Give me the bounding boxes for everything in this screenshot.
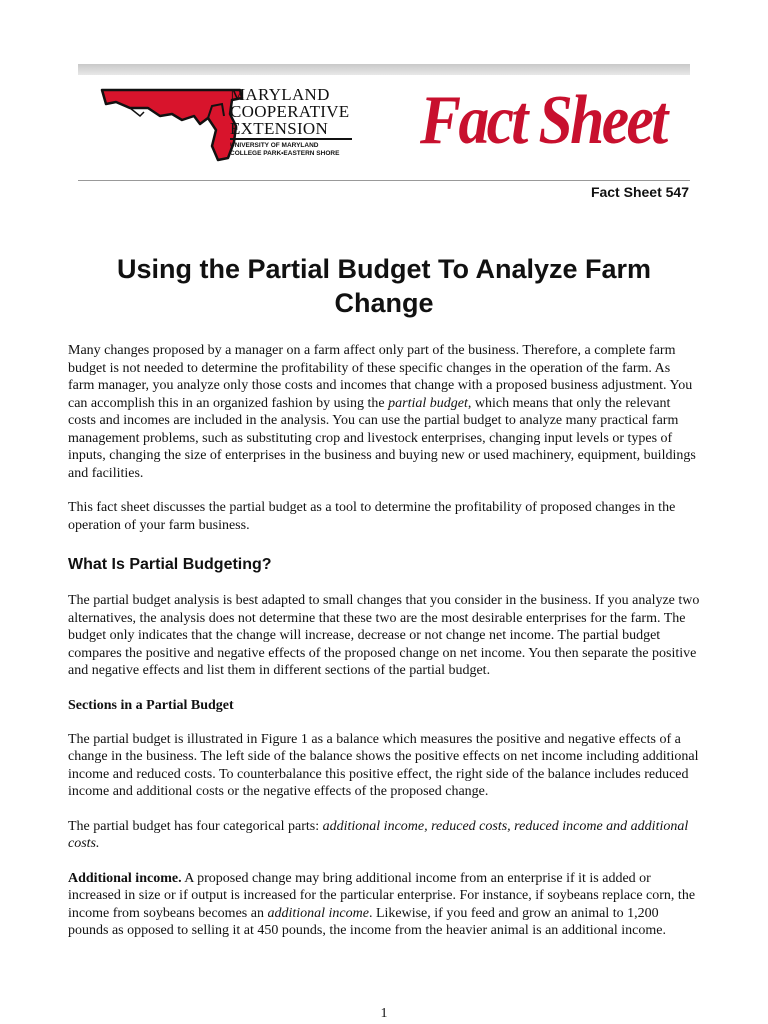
section2-paragraph-1: The partial budget is illustrated in Figure 1 as a balance which measures the positive and negative effects of a change in the business. The left side of the balance shows the positive effects on net income including additional income and reduced costs. To counterbalance this positive effect, the right side of the balance includes reduced income and additional costs or the negative effects of the proposed change. <box>68 731 699 799</box>
intro-p1-text-b: , which means that only the relevant costs and incomes are included in the analysis. You can use the partial budget to analyze many practical farm management problems, such as substituting crop and livestock enterprises, changing input levels or types of inputs, changing the size of enterprises in the business and buying new or used machinery, equipment, buildings and facilities. <box>68 395 696 481</box>
intro-p1-emphasis: partial budget <box>388 395 468 411</box>
logo-divider <box>230 138 352 140</box>
logo-subline-1: UNIVERSITY OF MARYLAND <box>230 142 319 149</box>
logo-line-3: EXTENSION <box>230 119 329 138</box>
section-heading-sections-in-partial-budget: Sections in a Partial Budget <box>68 697 234 713</box>
intro-paragraph-2: This fact sheet discusses the partial budget as a tool to determine the profitability of proposed changes in the operation of your farm business. <box>68 500 676 533</box>
logo-wordmark <box>230 86 352 158</box>
intro-paragraph-1 <box>68 342 700 482</box>
maryland-map-icon <box>100 86 250 164</box>
logo-subline-2: COLLEGE PARK•EASTERN SHORE <box>230 150 340 157</box>
section2-p3-text-a: A proposed change may bring additional income from an enterprise if it is added or increased in size or if output is increased for the particular enterprise. For instance, if soybeans replace corn, the income from soybeans becomes an <box>68 870 696 921</box>
header-top-bar <box>78 64 690 75</box>
page-number: 1 <box>380 1006 388 1021</box>
additional-income-lead: Additional income. <box>68 870 182 886</box>
document-body <box>68 342 700 940</box>
logo-line-2: COOPERATIVE <box>230 102 350 121</box>
header-divider <box>78 180 690 181</box>
maryland-cooperative-extension-logo <box>100 86 352 164</box>
section2-p3-text-b: . Likewise, if you feed and grow an animal to 1,200 pounds as opposed to selling it at 450 pounds, the income from the heavier animal is an additional income. <box>68 905 666 938</box>
section2-p2-emphasis: additional income, reduced costs, reduced income and additional costs. <box>68 818 689 851</box>
section2-p3-emphasis: additional income <box>267 905 369 921</box>
fact-sheet-title: Fact Sheet <box>420 82 666 159</box>
section1-paragraph-1: The partial budget analysis is best adapted to small changes that you consider in the business. If you analyze two alternatives, the analysis does not determine that these two are the most desirable enterprises for the farm. The budget only indicates that the change will increase, decrease or not change net income. The partial budget compares the positive and negative effects of the proposed change on net income. You then separate the positive and negative effects and list them in different sections of the partial budget. <box>68 593 700 678</box>
section2-paragraph-3 <box>68 870 700 940</box>
section2-paragraph-2 <box>68 818 700 853</box>
logo-line-1: MARYLAND <box>230 85 330 104</box>
intro-p1-text-a: Many changes proposed by a manager on a farm affect only part of the business. Therefore, a complete farm budget is not needed to determine the profitability of these specific changes in the operation of the farm. As farm manager, you analyze only those costs and incomes that change with a proposed business adjustment. You can accomplish this in an organized fashion by using the <box>68 343 693 411</box>
fact-sheet-number: Fact Sheet 547 <box>590 184 689 200</box>
document-title: Using the Partial Budget To Analyze Farm Change <box>116 254 652 318</box>
section2-p2-text-a: The partial budget has four categorical parts: <box>68 818 323 834</box>
section-heading-what-is-partial-budgeting: What Is Partial Budgeting? <box>68 556 272 573</box>
